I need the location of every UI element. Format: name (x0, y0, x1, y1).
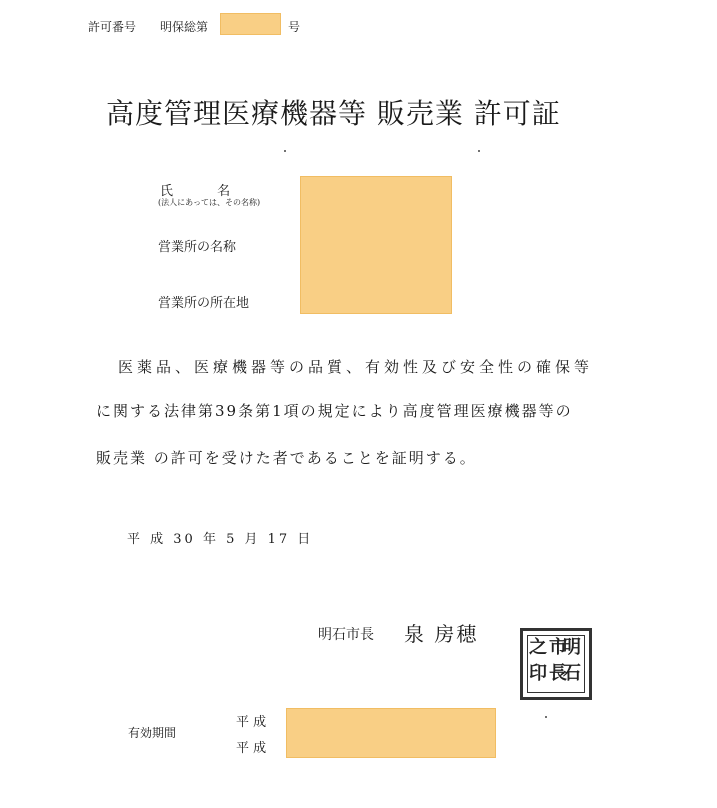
validity-end-era: 平 成 (236, 741, 267, 756)
office-address-label: 営業所の所在地 (158, 296, 250, 311)
fields-redaction (300, 176, 452, 314)
seal-char: 市 (549, 637, 567, 658)
name-note: (法人にあっては、その名称) (158, 198, 261, 207)
office-name-label: 営業所の名称 (158, 240, 237, 255)
validity-start-era: 平 成 (236, 715, 267, 730)
scan-dot (478, 150, 480, 152)
seal-char: 之 (529, 637, 547, 658)
scan-dot (545, 716, 547, 718)
name-label: 氏 名 (160, 184, 251, 199)
seal-char: 石 (563, 663, 581, 684)
issue-date: 平 成 30 年 5 月 17 日 (127, 532, 314, 547)
seal-char: 明 (563, 637, 581, 658)
scan-dot (284, 150, 286, 152)
permit-number-suffix: 号 (288, 20, 301, 34)
validity-redaction (286, 708, 496, 758)
seal-char: 長 (549, 663, 567, 684)
official-seal (520, 628, 592, 700)
body-line-3: 販売業 の許可を受けた者であることを証明する。 (96, 449, 477, 467)
seal-char: 印 (529, 663, 547, 684)
body-line-1: 医薬品、医療機器等の品質、有効性及び安全性の確保等 (118, 358, 594, 376)
issuer-name: 泉 房穂 (404, 622, 479, 646)
permit-number-prefix: 明保総第 (160, 20, 209, 34)
issuer-title: 明石市長 (318, 627, 374, 643)
page-title: 高度管理医療機器等 販売業 許可証 (106, 97, 561, 130)
validity-label: 有効期間 (128, 726, 177, 740)
permit-number-label: 許可番号 (88, 20, 137, 34)
body-line-2: に関する法律第39条第1項の規定により高度管理医療機器等の (96, 402, 573, 420)
permit-number-redaction (220, 13, 281, 35)
